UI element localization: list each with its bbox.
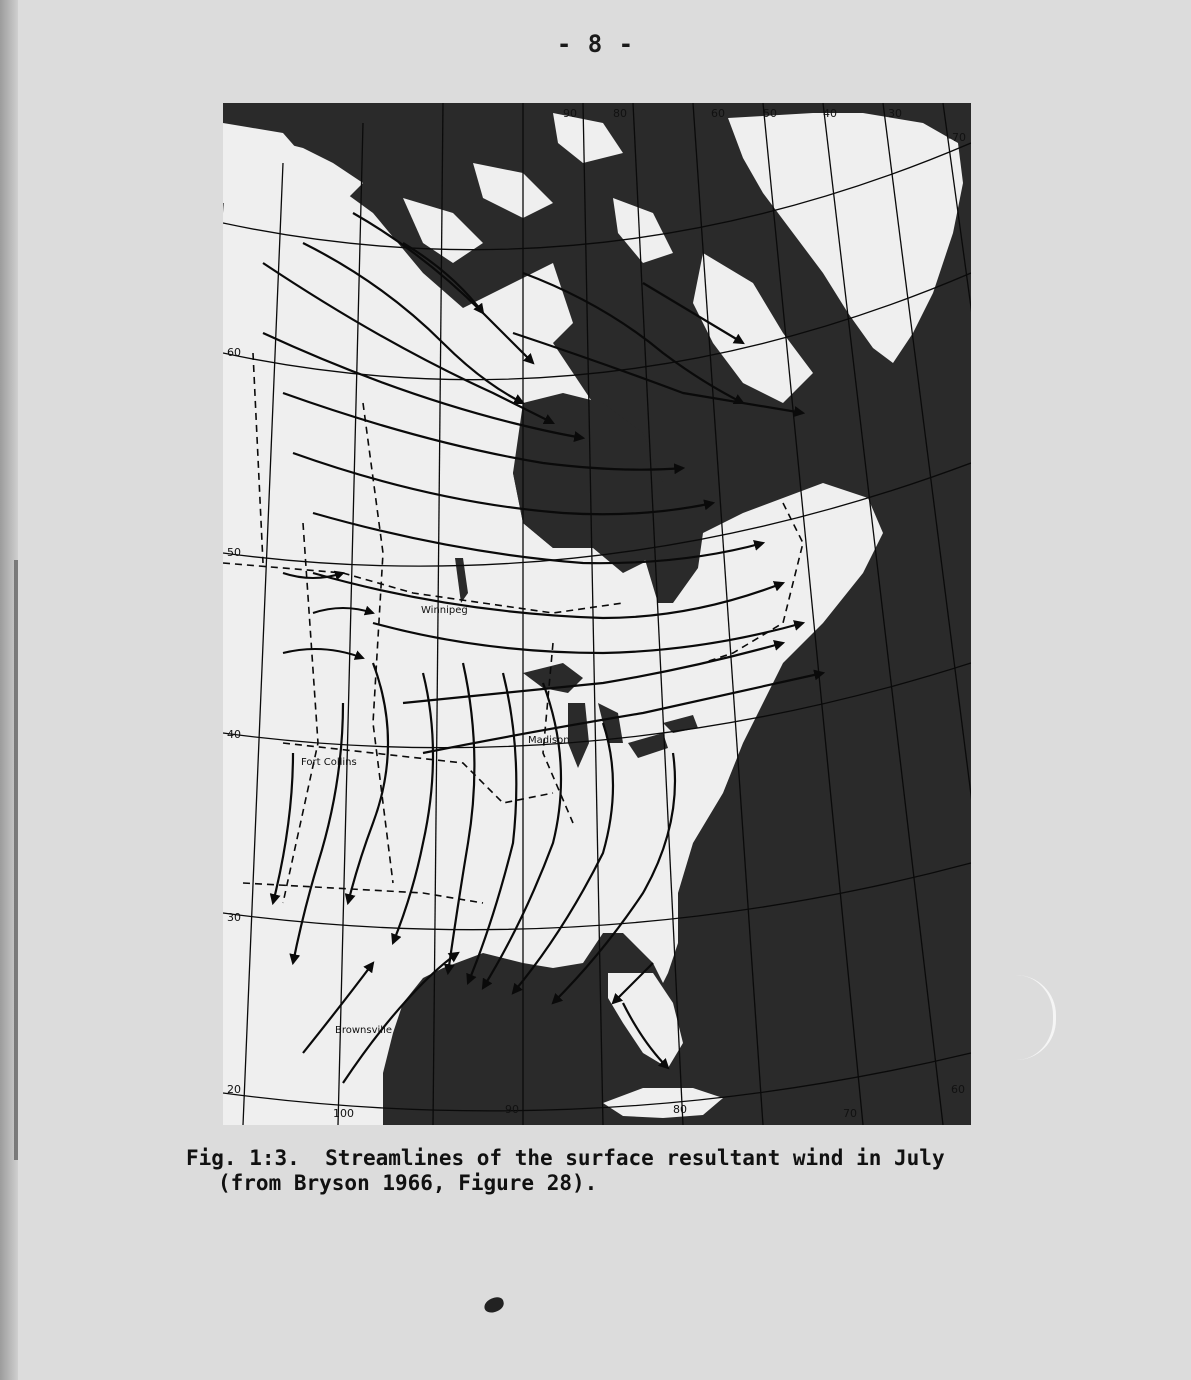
lon-label-bottom-90: 90: [505, 1103, 519, 1116]
lon-label-bottom-70: 70: [843, 1107, 857, 1120]
lat-label-20: 20: [227, 1083, 241, 1096]
place-label-winnipeg: Winnipeg: [421, 605, 468, 616]
lon-label-90: 90: [563, 107, 577, 120]
lat-label-60: 60: [227, 346, 241, 359]
caption-line-1: Fig. 1:3. Streamlines of the surface resultant wind in July: [186, 1146, 945, 1170]
place-label-brownsville: Brownsville: [335, 1025, 393, 1036]
lat-label-40: 40: [227, 728, 241, 741]
lat-label-50: 50: [227, 546, 241, 559]
streamline-map: [223, 103, 971, 1125]
lon-label-bottom-80: 80: [673, 1103, 687, 1116]
lon-label-60: 60: [711, 107, 725, 120]
caption-line-2: (from Bryson 1966, Figure 28).: [218, 1171, 598, 1195]
lon-label-30: 30: [888, 107, 902, 120]
figure-caption: [186, 1146, 945, 1196]
binding-shadow: [14, 560, 18, 1160]
lon-label-70: -70: [948, 131, 966, 144]
page-number: - 8 -: [556, 30, 635, 58]
lon-label-bottom-60: 60: [951, 1083, 965, 1096]
lon-label-50: 50: [763, 107, 777, 120]
lon-label-bottom-100: 100: [333, 1107, 354, 1120]
place-label-madison: Madison: [528, 735, 570, 746]
lat-label-30: 30: [227, 911, 241, 924]
lon-label-40: 40: [823, 107, 837, 120]
lon-label-80: 80: [613, 107, 627, 120]
place-label-fort-collins: Fort Collins: [301, 757, 357, 768]
